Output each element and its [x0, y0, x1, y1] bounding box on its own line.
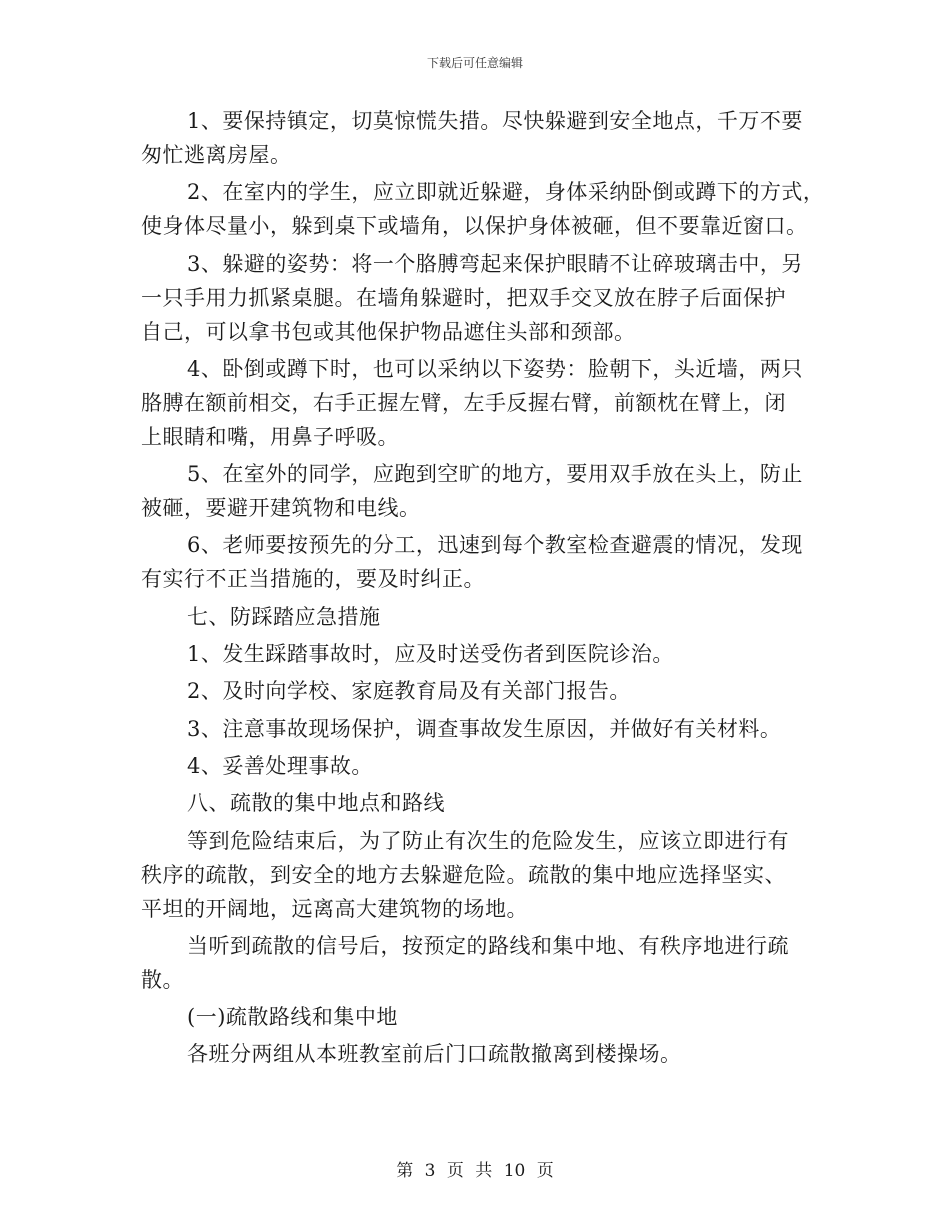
- text-line: 3、躲避的姿势：将一个胳膊弯起来保护眼睛不让碎玻璃击中，另: [187, 251, 803, 276]
- text-line: 匆忙逃离房屋。: [141, 143, 292, 167]
- page-header: 下载后可任意编辑: [426, 56, 523, 70]
- text-line: 4、卧倒或蹲下时，也可以采纳以下姿势：脸朝下，头近墙，两只: [187, 356, 803, 381]
- page-footer: 第 3 页 共 10 页: [396, 1161, 554, 1181]
- text-line: 一只手用力抓紧桌腿。在墙角躲避时，把双手交叉放在脖子后面保护: [141, 285, 786, 310]
- text-line: 5、在室外的同学，应跑到空旷的地方，要用双手放在头上，防止: [187, 462, 803, 487]
- text-line: 上眼睛和嘴，用鼻子呼吸。: [141, 424, 399, 449]
- text-line: 6、老师要按预先的分工，迅速到每个教室检查避震的情况，发现: [187, 533, 803, 558]
- text-line: 自己，可以拿书包或其他保护物品遮住头部和颈部。: [141, 319, 636, 344]
- text-line: 平坦的开阔地，远离高大建筑物的场地。: [141, 896, 528, 921]
- text-line: 秩序的疏散，到安全的地方去躲避危险。疏散的集中地应选择坚实、: [141, 862, 786, 887]
- text-line: 4、妥善处理事故。: [187, 753, 373, 778]
- document-body: [141, 108, 825, 1068]
- text-line: 2、在室内的学生，应立即就近躲避，身体采纳卧倒或蹲下的方式，: [187, 180, 825, 205]
- text-line: 各班分两组从本班教室前后门口疏散撤离到楼操场。: [187, 1042, 682, 1067]
- text-line: 散。: [141, 967, 184, 992]
- text-line: 2、及时向学校、家庭教育局及有关部门报告。: [187, 679, 631, 704]
- text-line: 使身体尽量小，躲到桌下或墙角，以保护身体被砸，但不要靠近窗口。: [141, 214, 808, 239]
- text-line: 胳膊在额前相交，右手正握左臂，左手反握右臂，前额枕在臂上，闭: [141, 390, 786, 415]
- text-line: 等到危险结束后，为了防止有次生的危险发生，应该立即进行有: [187, 828, 789, 853]
- text-line: 被砸，要避开建筑物和电线。: [141, 496, 421, 521]
- text-line: 当听到疏散的信号后，按预定的路线和集中地、有秩序地进行疏: [187, 933, 789, 958]
- text-line: 七、防踩踏应急措施: [187, 604, 381, 629]
- text-line: 八、疏散的集中地点和路线: [187, 791, 445, 816]
- text-line: 1、发生踩踏事故时，应及时送受伤者到医院诊治。: [187, 642, 674, 667]
- text-line: (一)疏散路线和集中地: [187, 1005, 398, 1030]
- text-line: 3、注意事故现场保护，调查事故发生原因，并做好有关材料。: [187, 716, 782, 741]
- text-line: 1、要保持镇定，切莫惊慌失措。尽快躲避到安全地点，千万不要: [187, 109, 803, 133]
- text-line: 有实行不正当措施的，要及时纠正。: [141, 567, 485, 592]
